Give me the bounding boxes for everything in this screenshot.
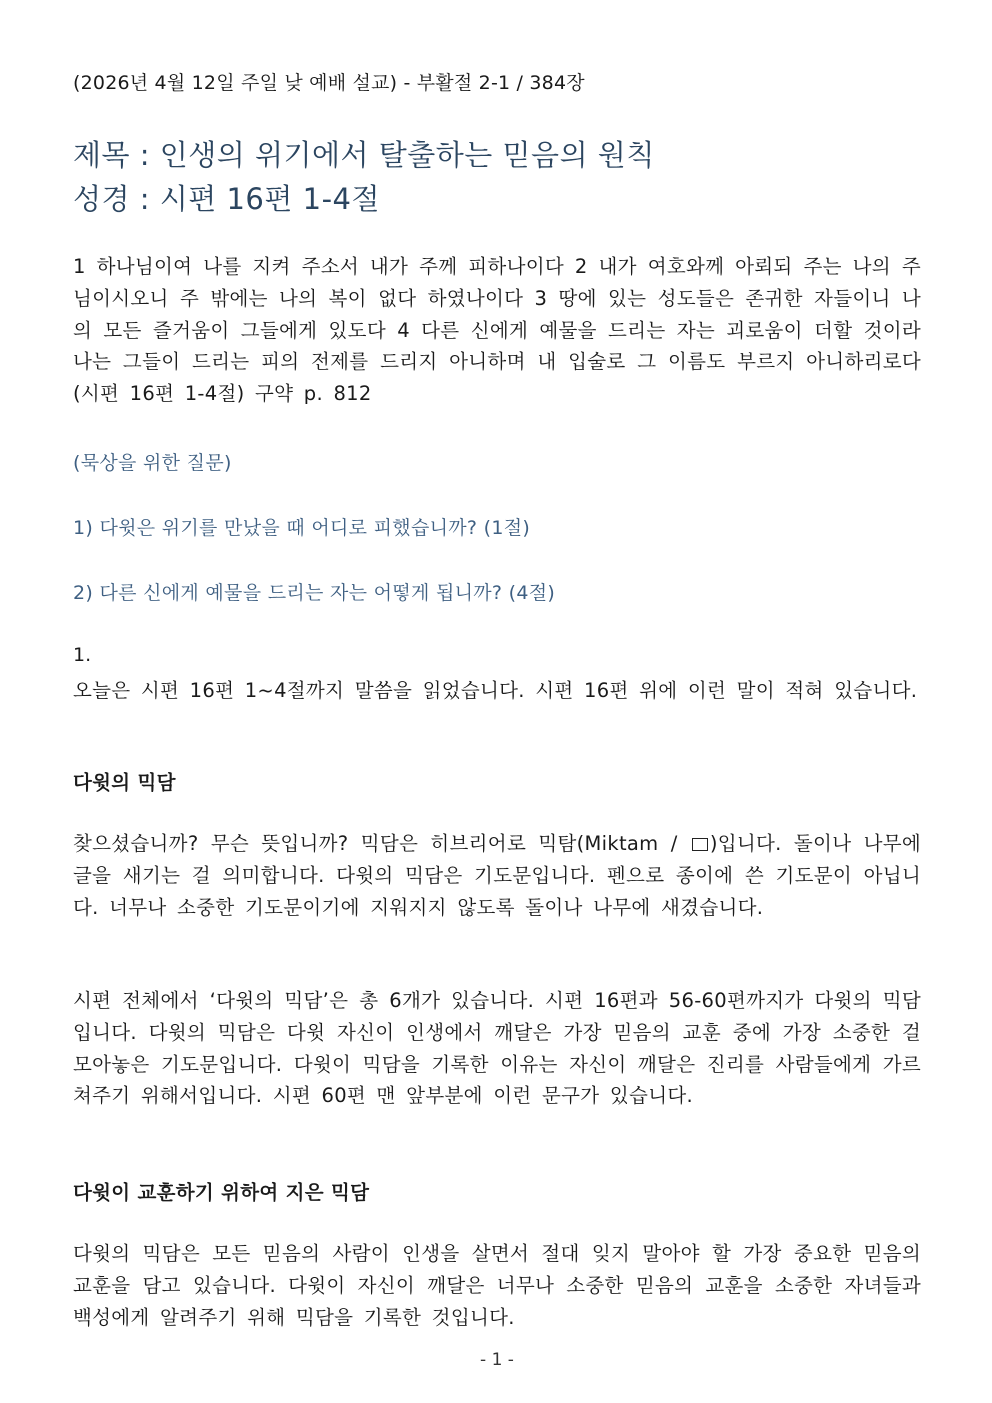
paragraph-miktam-psalms: 시편 전체에서 ‘다윗의 믹담’은 총 6개가 있습니다. 시편 16편과 56-60편까지가 다윗의 믹담입니다. 다윗의 믹담은 다윗 자신이 인생에서 깨달은 가장 믿음의 교훈 중에 가장 소중한 걸 모아놓은 기도문입니다. 다윗이 믹담을 기록한 이유는 자신이 깨달은 진리를 사람들에게 가르쳐주기 위해서입니다. 시편 60편 맨 앞부분에 이런 문구가 있습니다.: [73, 989, 921, 1108]
hebrew-glyph-icon: [692, 838, 708, 851]
scripture-reference: 성경 : 시편 16편 1-4절: [73, 182, 380, 216]
meditation-question-2: 2) 다른 신에게 예물을 드리는 자는 어떻게 됩니까? (4절): [73, 582, 556, 604]
scripture-text: 1 하나님이여 나를 지켜 주소서 내가 주께 피하나이다 2 내가 여호와께 아뢰되 주는 나의 주님이시오니 주 밖에는 나의 복이 없다 하였나이다 3 땅에 있는 성도들은 존귀한 자들이니 나의 모든 즐거움이 그들에게 있도다 4 다른 신에게 예물을 드리는 자는 괴로움이 더할 것이라 나는 그들이 드리는 피의 전제를 드리지 아니하며 내 입술로 그 이름도 부르지 아니하리로다(시편 16편 1-4절) 구약 p. 812: [73, 255, 921, 406]
heading-miktam-teaching: 다윗이 교훈하기 위하여 지은 믹담: [73, 1181, 370, 1204]
sermon-title: 제목 : 인생의 위기에서 탈출하는 믿음의 원칙: [73, 138, 655, 172]
paragraph-intro: 오늘은 시편 16편 1~4절까지 말씀을 읽었습니다. 시편 16편 위에 이런 말이 적혀 있습니다.: [73, 679, 918, 702]
sermon-header: (2026년 4월 12일 주일 낮 예배 설교) - 부활절 2-1 / 384장: [73, 72, 585, 94]
meditation-heading: (묵상을 위한 질문): [73, 452, 232, 474]
paragraph-miktam-meaning-start: 찾으셨습니까? 무슨 뜻입니까? 믹담은 히브리어로 믹탐(Miktam /: [73, 832, 690, 855]
heading-miktam: 다윗의 믹담: [73, 771, 176, 794]
section-number: 1.: [73, 644, 92, 666]
paragraph-miktam-meaning-end: )입니다. 돌이나 나무에 글을 새기는 걸 의미합니다. 다윗의 믹담은 기도문입니다. 펜으로 종이에 쓴 기도문이 아닙니다. 너무나 소중한 기도문이기에 지워지지 않도록 돌이나 나무에 새겼습니다.: [73, 832, 922, 919]
meditation-question-1: 1) 다윗은 위기를 만났을 때 어디로 피했습니까? (1절): [73, 517, 531, 539]
paragraph-miktam-lesson: 다윗의 믹담은 모든 믿음의 사람이 인생을 살면서 절대 잊지 말아야 할 가장 중요한 믿음의 교훈을 담고 있습니다. 다윗이 자신이 깨달은 너무나 소중한 믿음의 교훈을 소중한 자녀들과 백성에게 알려주기 위해 믹담을 기록한 것입니다.: [73, 1242, 921, 1329]
page-number: - 1 -: [480, 1350, 514, 1370]
paragraph-miktam-meaning: [73, 828, 921, 923]
